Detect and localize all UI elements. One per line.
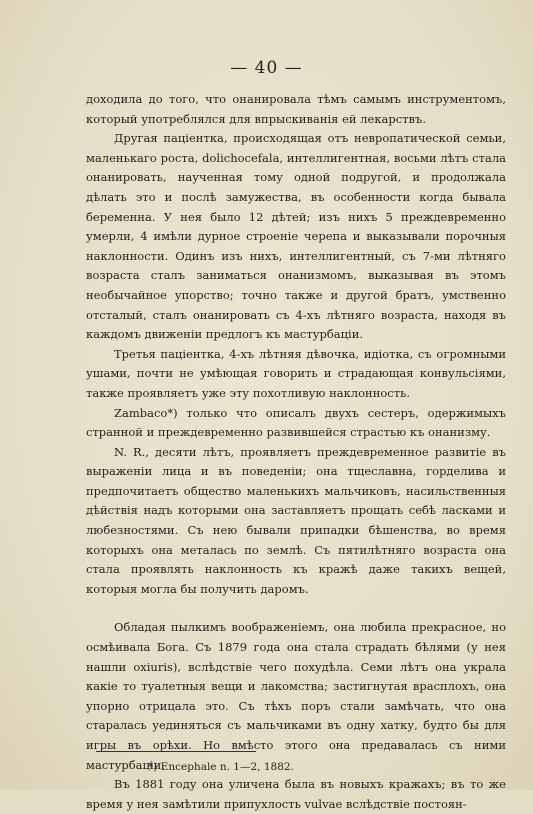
body-text xyxy=(86,90,506,814)
footnote: *) Encephale n. 1—2, 1882. xyxy=(148,761,294,773)
paragraph-4: Zambaco*) только что описалъ двухъ сестеръ, одержимыхъ странной и преждевременно развившейся страстью къ онанизму. xyxy=(86,405,506,440)
paragraph-3: Третья паціентка, 4-хъ лѣтняя дѣвочка, идіотка, съ огромными ушами, почти не умѣющая говорить и страдающая конвульсіями, также проявляетъ уже эту похотливую наклонность. xyxy=(86,346,506,400)
paragraph-7: Въ 1881 году она уличена была въ новыхъ кражахъ; въ то же время у нея замѣтили припухлость vulvae вслѣдствіе постоян- xyxy=(86,777,506,811)
paragraph-1: доходила до того, что онанировала тѣмъ самымъ инструментомъ, который употреблялся для впрыскиванія ей лекарствъ. xyxy=(86,92,506,126)
paragraph-2: Другая паціентка, происходящая отъ невропатической семьи, маленькаго роста, dolichocefala, интеллигентная, восьми лѣтъ стала онанировать, наученная тому одной подругой, и продолжала дѣлать это и послѣ замужества, въ особенности когда бывала беременна. У нея было 12 дѣтей; изъ нихъ 5 преждевременно умерли, 4 имѣли дурное строеніе черепа и выказывали порочныя наклонности. Одинъ изъ нихъ, интеллигентный, съ 7-ми лѣтняго возраста сталъ заниматься онанизмомъ, выказывая въ этомъ необычайное упорство; точно также и другой братъ, умственно отсталый, сталъ онанировать съ 4-хъ лѣтняго возраста, находя въ каждомъ движеніи предлогъ къ мастурбаціи. xyxy=(86,131,506,342)
footnote-divider xyxy=(96,751,256,752)
paragraph-5: N. R., десяти лѣтъ, проявляетъ преждевременное развитіе въ выраженіи лица и въ поведеніи; она тщеславна, горделива и предпочитаетъ общество маленькихъ мальчиковъ, насильственныя дѣйствія надъ которыми она заставляетъ прощать себѣ ласками и любезностями. Съ нею бывали припадки бѣшенства, во время которыхъ она металась по землѣ. Съ пятилѣтняго возраста она стала проявлять наклонность къ кражѣ даже такихъ вещей, которыя могла бы получить даромъ. xyxy=(86,444,506,596)
page-number: — 40 — xyxy=(230,58,303,78)
paragraph-6: Обладая пылкимъ воображеніемъ, она любила прекрасное, но осмѣивала Бога. Съ 1879 года она стала страдать бѣлями (у нея нашли oxiuris), вслѣдствіе чего похудѣла. Семи лѣтъ она украла какіе то туалетныя вещи и лакомства; застигнутая врасплохъ, она упорно отрицала это. Съ тѣхъ поръ стали замѣчать, что она старалась уединяться съ мальчиками въ одну хатку, будто бы для игры въ орѣхи. Но вмѣсто этого она предавалась съ ними мастурбаціи. xyxy=(86,620,506,772)
